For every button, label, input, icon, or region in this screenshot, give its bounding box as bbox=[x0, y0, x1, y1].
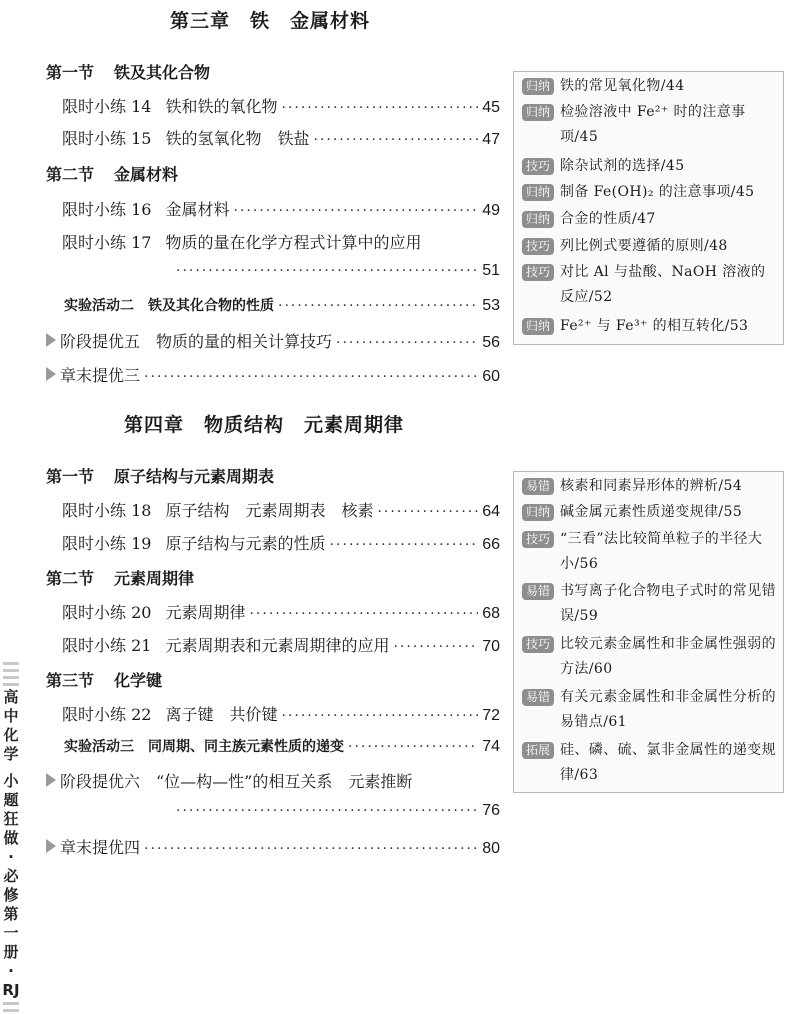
tip-item bbox=[522, 685, 777, 735]
tip-text: 硅、磷、硫、氯非金属性的递变规律/63 bbox=[560, 742, 776, 783]
toc-row-21[interactable] bbox=[62, 633, 500, 656]
tip-item bbox=[522, 527, 777, 577]
spine-char: 做 bbox=[3, 829, 19, 847]
tip-badge: 技巧 bbox=[522, 636, 554, 653]
spine-stripe bbox=[3, 669, 19, 672]
row-page: 80 bbox=[482, 840, 500, 857]
spine-char: RJ bbox=[2, 981, 20, 999]
row-page: 64 bbox=[482, 503, 500, 520]
row-prefix: 限时小练 22 bbox=[62, 705, 152, 724]
row-title: 元素周期律 bbox=[165, 603, 246, 622]
row-page: 49 bbox=[482, 202, 500, 219]
chapter-4-tips-box bbox=[513, 471, 784, 793]
tip-badge: 易错 bbox=[522, 689, 554, 706]
spine-char: 第 bbox=[3, 905, 19, 923]
tip-text: 比较元素金属性和非金属性强弱的方法/60 bbox=[560, 636, 776, 677]
tip-badge: 归纳 bbox=[522, 184, 554, 201]
chapter-4-end-row[interactable] bbox=[46, 835, 500, 858]
chapter-4-section-1 bbox=[46, 464, 274, 487]
row-prefix: 限时小练 18 bbox=[62, 501, 152, 520]
stage-5-row[interactable] bbox=[46, 329, 500, 352]
chapter-3-tips-box bbox=[513, 71, 784, 345]
row-title: 金属材料 bbox=[165, 200, 230, 219]
tip-badge: 技巧 bbox=[522, 531, 554, 548]
row-page: 51 bbox=[482, 262, 500, 279]
spine-char: 中 bbox=[3, 707, 19, 725]
tip-text: 除杂试剂的选择/45 bbox=[560, 158, 685, 174]
tip-item bbox=[522, 500, 777, 525]
section-label: 第一节 bbox=[46, 63, 95, 82]
tip-item bbox=[522, 314, 777, 339]
spine-char: 高 bbox=[3, 688, 19, 706]
chapter-3-section-2 bbox=[46, 162, 178, 185]
tip-text: Fe²⁺ 与 Fe³⁺ 的相互转化/53 bbox=[560, 318, 749, 334]
leader-dots bbox=[233, 203, 478, 219]
row-title: 离子键 共价键 bbox=[165, 705, 278, 724]
section-label: 第二节 bbox=[46, 569, 95, 588]
section-title: 原子结构与元素周期表 bbox=[114, 467, 275, 486]
spine-stripe bbox=[3, 676, 19, 679]
row-prefix: 限时小练 21 bbox=[62, 636, 152, 655]
spine-char: 一 bbox=[3, 924, 19, 942]
tip-item bbox=[522, 234, 777, 259]
tip-text: 书写离子化合物电子式时的常见错误/59 bbox=[560, 583, 776, 624]
leader-dots bbox=[249, 606, 478, 622]
row-title: 铁和铁的氧化物 bbox=[165, 97, 278, 116]
triangle-marker-icon bbox=[46, 367, 56, 381]
toc-row-20[interactable] bbox=[62, 600, 500, 623]
tip-item bbox=[522, 632, 777, 682]
toc-row-19[interactable] bbox=[62, 531, 500, 554]
row-title: 元素周期表和元素周期律的应用 bbox=[165, 636, 390, 655]
experiment-3-row[interactable] bbox=[64, 736, 500, 756]
spine-char: 学 bbox=[3, 745, 19, 763]
tip-text: 对比 Al 与盐酸、NaOH 溶液的反应/52 bbox=[560, 264, 766, 305]
tip-badge: 归纳 bbox=[522, 318, 554, 335]
spine-char: · bbox=[8, 848, 14, 866]
stage-6-row-cont[interactable] bbox=[176, 802, 500, 820]
toc-row-16[interactable] bbox=[62, 197, 500, 220]
leader-dots bbox=[176, 803, 478, 819]
section-title: 元素周期律 bbox=[114, 569, 195, 588]
row-page: 68 bbox=[482, 605, 500, 622]
tip-item bbox=[522, 180, 777, 205]
toc-row-22[interactable] bbox=[62, 702, 500, 725]
tip-badge: 技巧 bbox=[522, 238, 554, 255]
row-title: 铁的氢氧化物 铁盐 bbox=[165, 129, 310, 148]
row-page: 56 bbox=[482, 334, 500, 351]
book-spine-label bbox=[0, 660, 22, 1014]
spine-char: 修 bbox=[3, 886, 19, 904]
row-page: 76 bbox=[482, 802, 500, 819]
leader-dots bbox=[336, 335, 478, 351]
section-label: 第二节 bbox=[46, 165, 95, 184]
chapter-3-title: 第三章 铁 金属材料 bbox=[170, 10, 371, 32]
spine-stripe bbox=[3, 683, 19, 686]
leader-dots bbox=[144, 369, 478, 385]
tip-badge: 拓展 bbox=[522, 742, 554, 759]
chapter-end-title: 章末提优四 bbox=[60, 838, 141, 857]
experiment-2-row[interactable] bbox=[64, 295, 500, 315]
leader-dots bbox=[348, 739, 478, 755]
tip-item bbox=[522, 207, 777, 232]
leader-dots bbox=[377, 504, 478, 520]
chapter-3-section-1 bbox=[46, 60, 210, 83]
section-label: 第一节 bbox=[46, 467, 95, 486]
toc-row-14[interactable] bbox=[62, 94, 500, 117]
stage-6-row[interactable] bbox=[46, 769, 500, 792]
tip-badge: 技巧 bbox=[522, 264, 554, 281]
row-page: 53 bbox=[482, 297, 500, 314]
leader-dots bbox=[144, 841, 478, 857]
spine-char: 狂 bbox=[3, 810, 19, 828]
experiment-title: 实验活动二 铁及其化合物的性质 bbox=[64, 298, 274, 314]
row-page: 72 bbox=[482, 707, 500, 724]
tip-text: 合金的性质/47 bbox=[560, 211, 656, 227]
leader-dots bbox=[329, 537, 478, 553]
tip-item bbox=[522, 74, 777, 99]
tip-text: 铁的常见氧化物/44 bbox=[560, 78, 685, 94]
spine-stripe bbox=[3, 1002, 19, 1005]
leader-dots bbox=[281, 100, 478, 116]
tip-badge: 技巧 bbox=[522, 158, 554, 175]
row-page: 45 bbox=[482, 99, 500, 116]
tip-text: 核素和同素异形体的辨析/54 bbox=[560, 478, 743, 494]
tip-item bbox=[522, 474, 777, 499]
leader-dots bbox=[176, 263, 478, 279]
experiment-title: 实验活动三 同周期、同主族元素性质的递变 bbox=[64, 739, 344, 755]
row-prefix: 限时小练 15 bbox=[62, 129, 152, 148]
chapter-4-section-2 bbox=[46, 566, 194, 589]
spine-stripe bbox=[3, 1009, 19, 1012]
tip-text: 检验溶液中 Fe²⁺ 时的注意事项/45 bbox=[560, 104, 746, 145]
spine-char: 题 bbox=[3, 791, 19, 809]
row-page: 66 bbox=[482, 536, 500, 553]
leader-dots bbox=[278, 298, 478, 314]
row-page: 74 bbox=[482, 738, 500, 755]
stage-title: 阶段提优六 “位—构—性”的相互关系 元素推断 bbox=[60, 772, 413, 791]
spine-char: 册 bbox=[3, 943, 19, 961]
row-prefix: 限时小练 17 bbox=[62, 233, 152, 252]
row-title: 原子结构与元素的性质 bbox=[165, 534, 326, 553]
tip-badge: 易错 bbox=[522, 583, 554, 600]
stage-title: 阶段提优五 物质的量的相关计算技巧 bbox=[60, 332, 333, 351]
toc-row-17-cont[interactable] bbox=[176, 262, 500, 280]
toc-row-15[interactable] bbox=[62, 126, 500, 149]
section-title: 金属材料 bbox=[114, 165, 179, 184]
row-page: 60 bbox=[482, 368, 500, 385]
row-page: 70 bbox=[482, 638, 500, 655]
row-title: 原子结构 元素周期表 核素 bbox=[165, 501, 374, 520]
tip-text: “三看”法比较简单粒子的半径大小/56 bbox=[560, 531, 763, 572]
tip-badge: 归纳 bbox=[522, 104, 554, 121]
chapter-4-title: 第四章 物质结构 元素周期律 bbox=[124, 414, 405, 436]
tip-badge: 归纳 bbox=[522, 504, 554, 521]
tip-text: 碱金属元素性质递变规律/55 bbox=[560, 504, 743, 520]
spine-char: · bbox=[8, 962, 14, 980]
section-title: 化学键 bbox=[114, 671, 163, 690]
row-prefix: 限时小练 16 bbox=[62, 200, 152, 219]
tip-item bbox=[522, 100, 777, 150]
row-prefix: 限时小练 20 bbox=[62, 603, 152, 622]
toc-row-17[interactable] bbox=[62, 230, 500, 253]
row-prefix: 限时小练 19 bbox=[62, 534, 152, 553]
leader-dots bbox=[281, 708, 478, 724]
leader-dots bbox=[313, 132, 478, 148]
toc-row-18[interactable] bbox=[62, 498, 500, 521]
triangle-marker-icon bbox=[46, 839, 56, 853]
section-label: 第三节 bbox=[46, 671, 95, 690]
section-title: 铁及其化合物 bbox=[114, 63, 211, 82]
row-prefix: 限时小练 14 bbox=[62, 97, 152, 116]
tip-item bbox=[522, 154, 777, 179]
spine-char: 必 bbox=[3, 867, 19, 885]
tip-text: 制备 Fe(OH)₂ 的注意事项/45 bbox=[560, 184, 755, 200]
triangle-marker-icon bbox=[46, 333, 56, 347]
tip-text: 有关元素金属性和非金属性分析的易错点/61 bbox=[560, 689, 776, 730]
chapter-4-section-3 bbox=[46, 668, 162, 691]
tip-item bbox=[522, 579, 777, 629]
triangle-marker-icon bbox=[46, 773, 56, 787]
leader-dots bbox=[393, 639, 478, 655]
chapter-3-end-row[interactable] bbox=[46, 363, 500, 386]
spine-char: 小 bbox=[3, 772, 19, 790]
tip-item bbox=[522, 738, 777, 788]
tip-badge: 易错 bbox=[522, 478, 554, 495]
row-title: 物质的量在化学方程式计算中的应用 bbox=[165, 233, 422, 252]
tip-badge: 归纳 bbox=[522, 211, 554, 228]
spine-char: 化 bbox=[3, 726, 19, 744]
tip-badge: 归纳 bbox=[522, 78, 554, 95]
tip-text: 列比例式要遵循的原则/48 bbox=[560, 238, 728, 254]
chapter-end-title: 章末提优三 bbox=[60, 366, 141, 385]
spine-stripe bbox=[3, 662, 19, 665]
tip-item bbox=[522, 260, 777, 310]
row-page: 47 bbox=[482, 131, 500, 148]
